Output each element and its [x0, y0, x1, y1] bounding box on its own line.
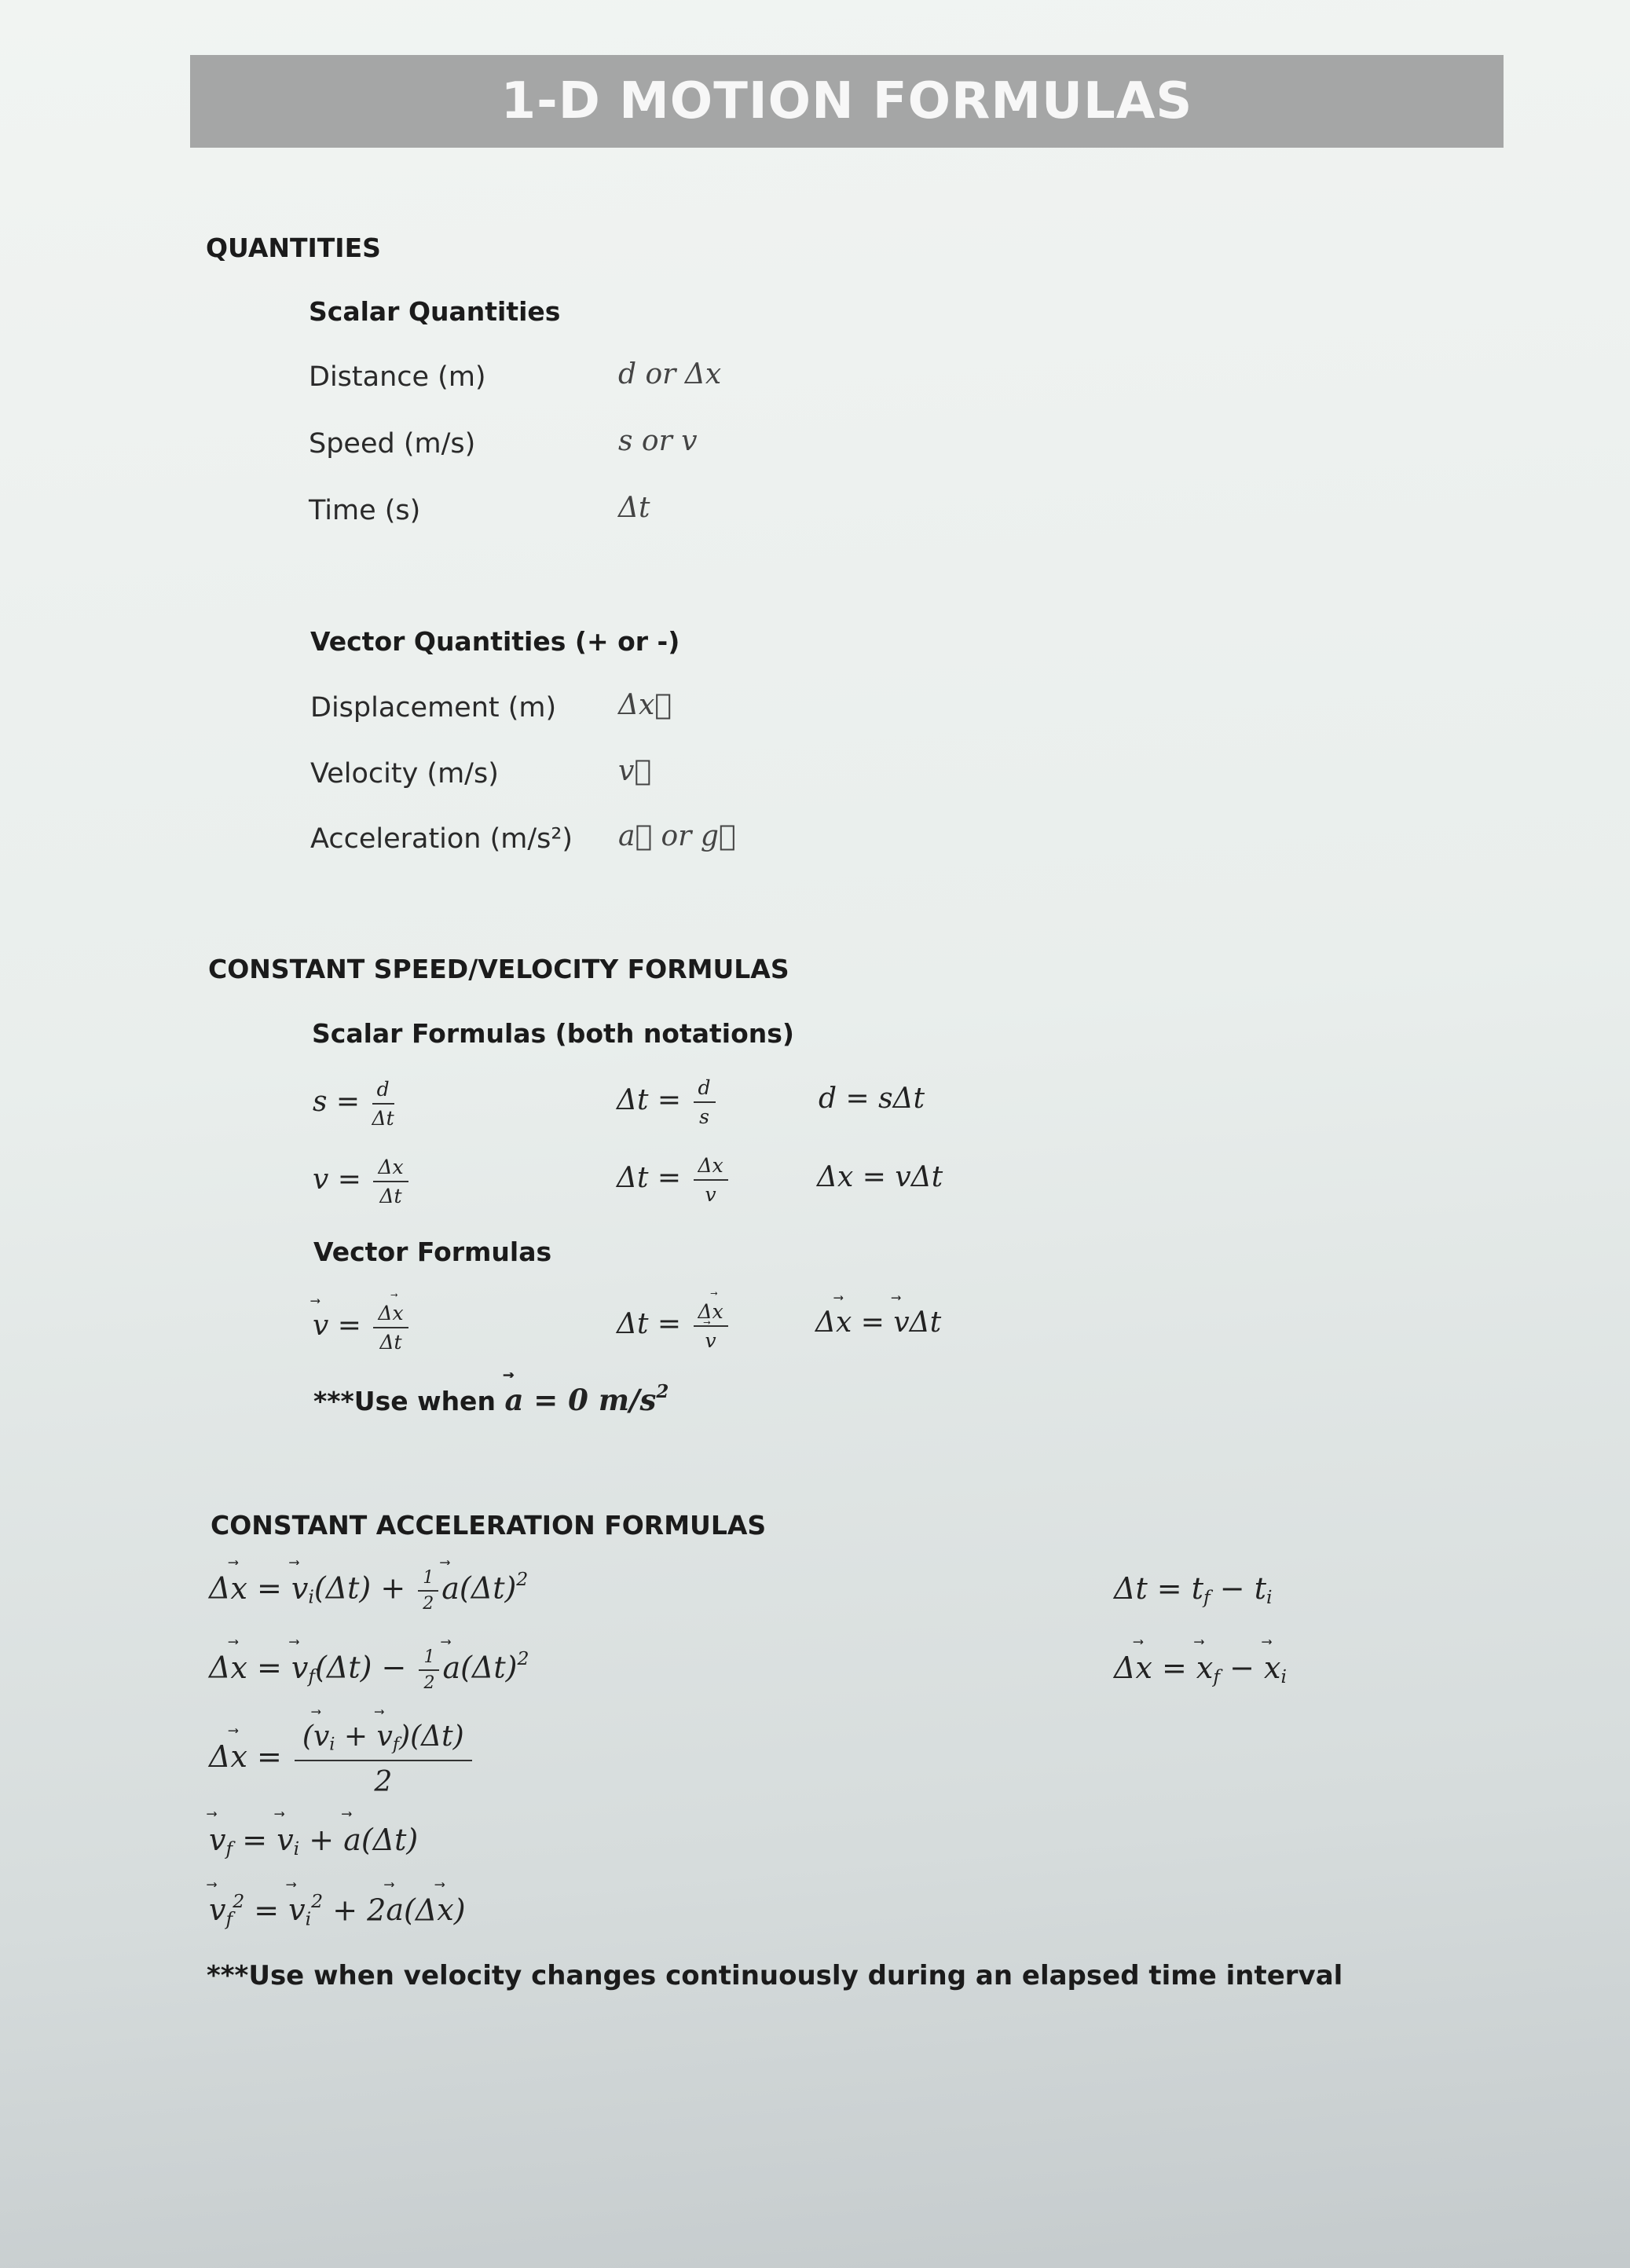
formula-velocity-scalar: v = $\frac{\Delta x}{\Delta t}$ — [313, 1156, 412, 1207]
vector-row-symbol: Δx⃗ — [618, 689, 672, 721]
constant-velocity-note: ***Use when a ⃗ = 0 $m/s^2$ — [313, 1381, 668, 1417]
page-title: 1-D MOTION FORMULAS — [500, 72, 1193, 130]
formula-time-vector: Δt = $\frac{\Delta x ⃗}{v}$ ⃗ — [617, 1300, 731, 1352]
vector-row-label: Velocity (m/s) — [310, 758, 499, 790]
formula-displacement-positions: Δx ⃗ = x $⃗_f - x$ $⃗_i$ — [1114, 1651, 1287, 1687]
constant-acceleration-heading: CONSTANT ACCELERATION FORMULAS — [211, 1510, 767, 1541]
scalar-quantities-heading: Scalar Quantities — [309, 296, 561, 327]
quantities-heading: QUANTITIES — [206, 233, 381, 263]
vector-formulas-heading: Vector Formulas — [313, 1237, 552, 1267]
constant-velocity-heading: CONSTANT SPEED/VELOCITY FORMULAS — [208, 954, 789, 984]
formula-displacement-average-velocity: Δx ⃗ = $\frac{(v ⃗_i + v ⃗_f)(\Delta t)}{2}$ — [209, 1720, 475, 1798]
formula-displacement-initial-velocity: Δx ⃗ = v $⃗_i(\Delta t)$ + $\frac{1}{2}$ a $⃗(\Delta t)^2$ — [209, 1568, 528, 1614]
formula-velocity-vector: v ⃗ = $\frac{\Delta x ⃗}{\Delta t}$ — [313, 1302, 412, 1354]
scalar-row-label: Time (s) — [309, 495, 421, 526]
formula-time-from-displacement: Δt = $\frac{\Delta x}{v}$ — [617, 1154, 731, 1206]
formula-distance: d = sΔt — [819, 1083, 925, 1115]
constant-acceleration-note: ***Use when velocity changes continuously during an elapsed time interval — [207, 1960, 1343, 1991]
scalar-row-symbol: s or v — [618, 425, 698, 457]
formula-elapsed-time: $\Delta t = t_f - t_i$ — [1114, 1571, 1273, 1608]
scalar-formulas-heading: Scalar Formulas (both notations) — [312, 1018, 794, 1049]
formula-velocity-squared: v $⃗_f^2 = v$ $⃗_i^2 + 2a$ ⃗(Δx ⃗) — [209, 1890, 466, 1929]
formula-speed: s = $\frac{d}{\Delta t}$ — [313, 1078, 394, 1130]
title-banner — [190, 55, 1504, 148]
scalar-row-label: Speed (m/s) — [309, 428, 476, 460]
formula-time-from-distance: Δt = $\frac{d}{s}$ — [617, 1076, 719, 1128]
vector-row-label: Displacement (m) — [310, 692, 557, 724]
vector-row-label: Acceleration (m/s²) — [310, 823, 573, 855]
formula-final-velocity: v $⃗_f = v$ $⃗_i + a$ ⃗(Δt) — [209, 1823, 418, 1859]
formula-displacement-vector: Δx ⃗ = v ⃗Δt — [815, 1306, 941, 1339]
scalar-row-symbol: d or Δx — [618, 358, 722, 390]
formula-displacement-scalar: Δx = vΔt — [817, 1161, 943, 1193]
formula-displacement-final-velocity: Δx ⃗ = v $⃗_f(\Delta t)$ − $\frac{1}{2}$ a $⃗(\Delta t)^2$ — [209, 1647, 529, 1693]
vector-row-symbol: v⃗ — [618, 755, 651, 787]
vector-row-symbol: a⃗ or g⃗ — [618, 820, 736, 852]
vector-quantities-heading: Vector Quantities (+ or -) — [310, 626, 680, 657]
scalar-row-symbol: Δt — [618, 492, 650, 524]
scalar-row-label: Distance (m) — [309, 361, 486, 393]
